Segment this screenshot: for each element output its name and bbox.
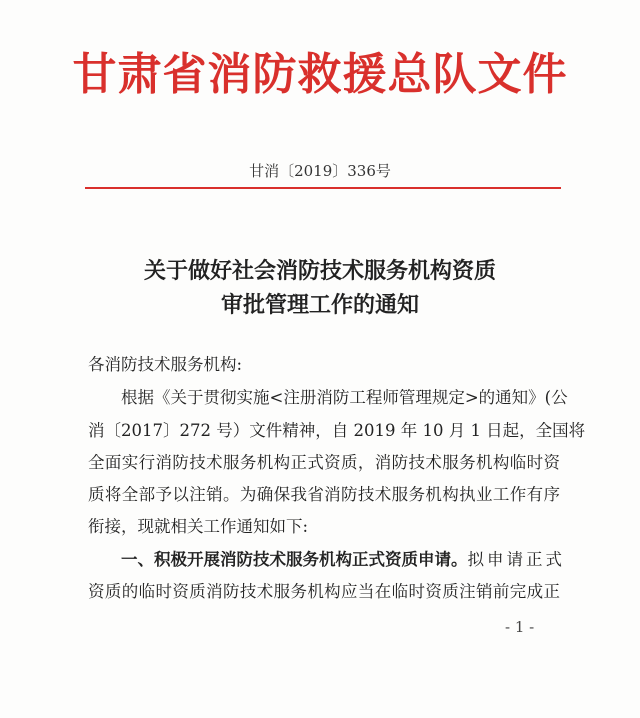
body-line: 衔接，现就相关工作通知如下: — [88, 517, 309, 536]
notice-title-line2: 审批管理工作的通知 — [220, 292, 419, 318]
body-line: 质将全部予以注销。为确保我省消防技术服务机构执业工作有序 — [88, 485, 560, 504]
body-line: 消〔2017〕272 号）文件精神，自 2019 年 10 月 1 日起，全国将 — [88, 421, 586, 440]
red-divider — [85, 187, 561, 189]
org-header-title: 甘肃省消防救援总队文件 — [72, 49, 568, 100]
body-line: 全面实行消防技术服务机构正式资质，消防技术服务机构临时资 — [88, 453, 560, 472]
document-number: 甘消〔2019〕336号 — [249, 162, 391, 180]
notice-title-line1: 关于做好社会消防技术服务机构资质 — [143, 258, 496, 284]
body-line: 根据《关于贯彻实施<注册消防工程师管理规定>的通知》(公 — [121, 388, 568, 407]
body-line: 资质的临时资质消防技术服务机构应当在临时资质注销前完成正 — [88, 582, 560, 601]
page-number: - 1 - — [505, 618, 535, 636]
section-1-heading: 一、积极开展消防技术服务机构正式资质申请。 — [121, 550, 468, 569]
salutation: 各消防技术服务机构: — [88, 355, 243, 374]
section-1-paragraph — [121, 549, 565, 571]
section-1-text: 拟申请正式 — [467, 550, 565, 569]
